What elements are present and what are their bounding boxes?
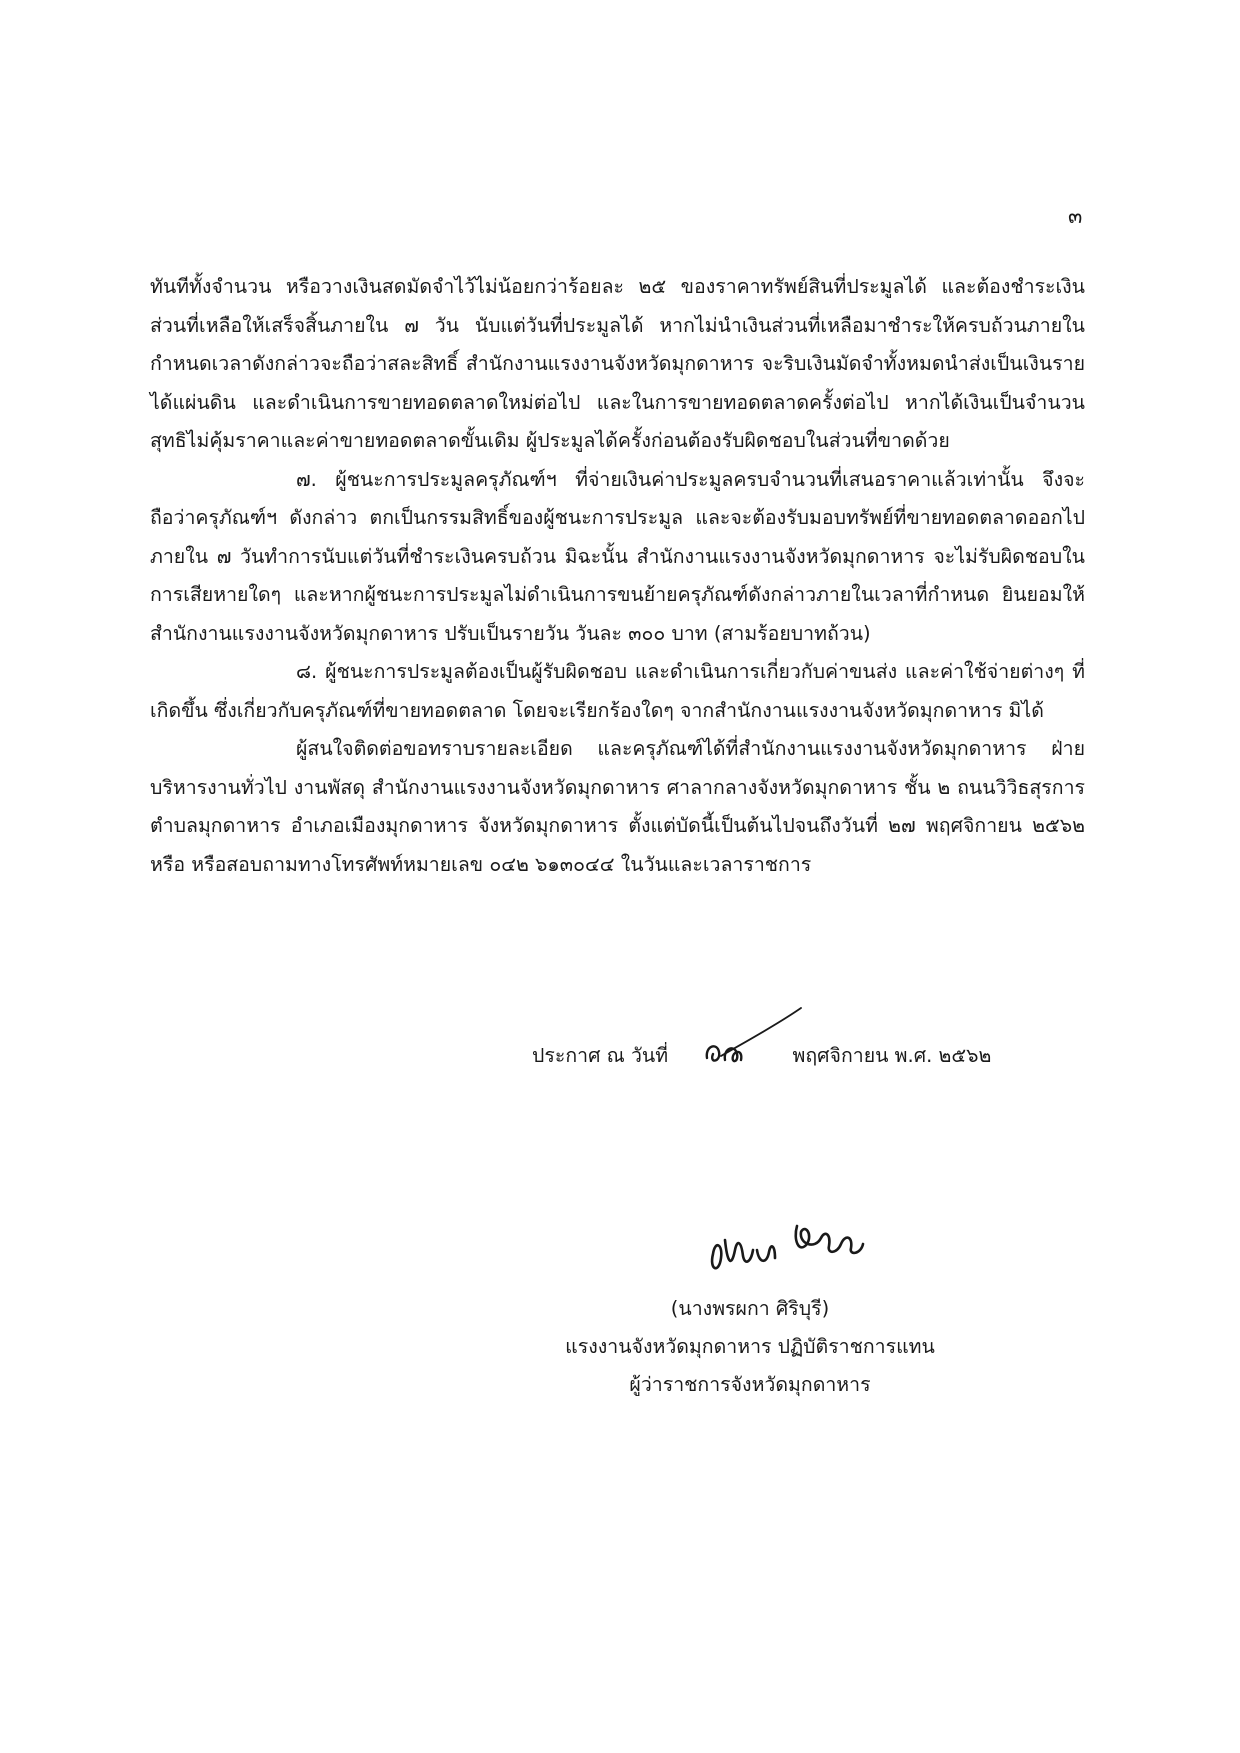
page-number: ๓ (1068, 204, 1083, 228)
signatory-position-line2: ผู้ว่าราชการจังหวัดมุกดาหาร (629, 1373, 871, 1396)
paragraph-clause-8: ๘. ผู้ชนะการประมูลต้องเป็นผู้รับผิดชอบ และดำเนินการเกี่ยวกับค่าขนส่ง และค่าใช้จ่ายต่างๆ ที่เกิดขึ้น ซึ่งเกี่ยวกับครุภัณฑ์ที่ขายทอดตลาด โดยจะเรียกร้องใดๆ จากสำนักงานแรงงานจังหวัดมุกดาหาร มิได้ (150, 660, 1085, 722)
signature-block (540, 1290, 960, 1404)
signatory-name: (นางพรผกา ศิริบุรี) (670, 1297, 830, 1320)
announcement-prefix: ประกาศ ณ วันที่ (532, 1044, 669, 1067)
paragraph-clause-7: ๗. ผู้ชนะการประมูลครุภัณฑ์ฯ ที่จ่ายเงินค่าประมูลครบจำนวนที่เสนอราคาแล้วเท่านั้น จึงจะถือว่าครุภัณฑ์ฯ ดังกล่าว ตกเป็นกรรมสิทธิ์ของผู้ชนะการประมูล และจะต้องรับมอบทรัพย์ที่ขายทอดตลาดออกไปภายใน ๗ วันทำการนับแต่วันที่ชำระเงินครบถ้วน มิฉะนั้น สำนักงานแรงงานจังหวัดมุกดาหาร จะไม่รับผิดชอบในการเสียหายใดๆ และหากผู้ชนะการประมูลไม่ดำเนินการขนย้ายครุภัณฑ์ดังกล่าวภายในเวลาที่กำหนด ยินยอมให้สำนักงานแรงงานจังหวัดมุกดาหาร ปรับเป็นรายวัน วันละ ๓๐๐ บาท (สามร้อยบาทถ้วน) (150, 467, 1085, 645)
paragraph-contact: ผู้สนใจติดต่อขอทราบรายละเอียด และครุภัณฑ์ได้ที่สำนักงานแรงงานจังหวัดมุกดาหาร ฝ่ายบริหารงานทั่วไป งานพัสดุ สำนักงานแรงงานจังหวัดมุกดาหาร ศาลากลางจังหวัดมุกดาหาร ชั้น ๒ ถนนวิวิธสุรการ ตำบลมุกดาหาร อำเภอเมืองมุกดาหาร จังหวัดมุกดาหาร ตั้งแต่บัดนี้เป็นต้นไปจนถึงวันที่ ๒๗ พฤศจิกายน ๒๕๖๒ หรือ หรือสอบถามทางโทรศัพท์หมายเลข ๐๔๒ ๖๑๓๐๔๔ ในวันและเวลาราชการ (150, 737, 1085, 876)
paragraph-continuation: ทันทีทั้งจำนวน หรือวางเงินสดมัดจำไว้ไม่น้อยกว่าร้อยละ ๒๕ ของราคาทรัพย์สินที่ประมูลได้ และต้องชำระเงินส่วนที่เหลือให้เสร็จสิ้นภายใน ๗ วัน นับแต่วันที่ประมูลได้ หากไม่นำเงินส่วนที่เหลือมาชำระให้ครบถ้วนภายในกำหนดเวลาดังกล่าวจะถือว่าสละสิทธิ์ สำนักงานแรงงานจังหวัดมุกดาหาร จะริบเงินมัดจำทั้งหมดนำส่งเป็นเงินรายได้แผ่นดิน และดำเนินการขายทอดตลาดใหม่ต่อไป และในการขายทอดตลาดครั้งต่อไป หากได้เงินเป็นจำนวนสุทธิไม่คุ้มราคาและค่าขายทอดตลาดขั้นเดิม ผู้ประมูลได้ครั้งก่อนต้องรับผิดชอบในส่วนที่ขาดด้วย (150, 275, 1085, 452)
signature-mark (705, 1210, 875, 1290)
announcement-suffix: พฤศจิกายน พ.ศ. ๒๕๖๒ (792, 1044, 992, 1067)
document-body (150, 268, 1085, 884)
signatory-position-line1: แรงงานจังหวัดมุกดาหาร ปฏิบัติราชการแทน (565, 1335, 935, 1358)
handwritten-day-mark (695, 1006, 805, 1076)
